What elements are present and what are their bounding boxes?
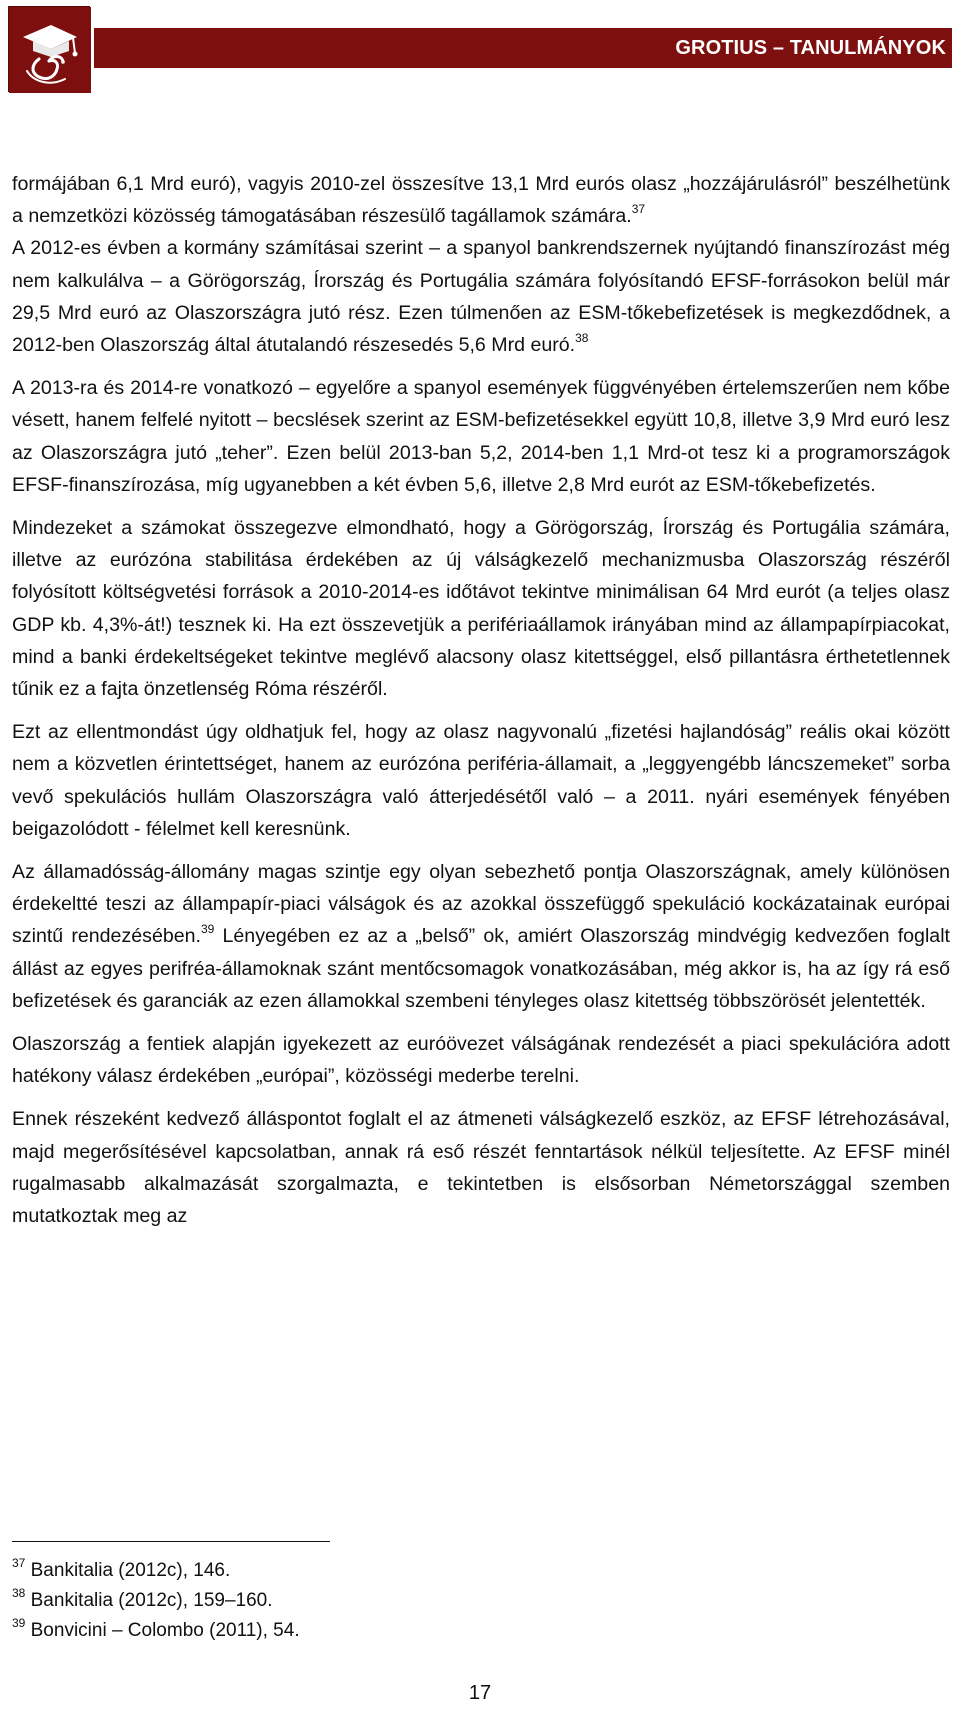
- footnote-text: Bankitalia (2012c), 159–160.: [25, 1590, 273, 1611]
- paragraph-text: Olaszország a fentiek alapján igyekezett az euróövezet válságának rendezését a piaci spekulációra adott hatékony válasz érdekében „európai”, közösségi mederbe terelni.: [12, 1033, 950, 1088]
- graduation-cap-swan-logo-icon: [9, 7, 91, 93]
- paragraph-text: Ennek részeként kedvező álláspontot foglalt el az átmeneti válságkezelő eszköz, az EFSF létrehozásával, majd megerősítésével kapcsolatban, annak rá eső részét fenntartások nélkül teljesítette. Az EFSF minél rugalmasabb alkalmazását szorgalmazta, e tekintetben is elsősorban Németországgal szemben mutatkoztak meg az: [12, 1108, 950, 1228]
- paragraph: [12, 232, 950, 361]
- footnote-divider: [12, 1541, 330, 1542]
- paragraph-text: formájában 6,1 Mrd euró), vagyis 2010-zel összesítve 13,1 Mrd eurós olasz „hozzájárulásról” beszélhetünk a nemzetközi közösség támogatásában részesülő tagállamok számára.: [12, 173, 950, 228]
- footnote-text: Bonvicini – Colombo (2011), 54.: [25, 1620, 300, 1641]
- footnotes: [12, 1556, 912, 1646]
- paragraph-text: Lényegében ez az a „belső” ok, amiért Olaszország mindvégig kedvezően foglalt állást az egyes perifréa-államoknak szánt mentőcsomagok vonatkozásában, még akkor is, ha az így rá eső befizetések és garanciák az ezen államokkal szembeni tényleges olasz kitettség többszörösét jelentették.: [12, 925, 950, 1012]
- paragraph: [12, 856, 950, 1017]
- footnote-ref: 38: [575, 331, 589, 346]
- body-text: [12, 168, 950, 1243]
- footnote-number: 39: [12, 1616, 26, 1630]
- footnote-number: 38: [12, 1586, 26, 1600]
- paragraph: [12, 512, 950, 705]
- footnote-number: 37: [12, 1556, 26, 1570]
- paragraph: [12, 168, 950, 232]
- page-number: 17: [468, 1682, 492, 1704]
- footnote: [12, 1586, 912, 1616]
- paragraph-text: A 2012-es évben a kormány számításai szerint – a spanyol bankrendszernek nyújtandó finanszírozást még nem kalkulálva – a Görögország, Írország és Portugália számára folyósítandó EFSF-forrásokon belül már 29,5 Mrd euró az Olaszországra jutó rész. Ezen túlmenően az ESM-tőkebefizetések is megkezdődnek, a 2012-ben Olaszország által átutalandó részesedés 5,6 Mrd euró.: [12, 237, 950, 357]
- paragraph: [12, 716, 950, 845]
- footnote-ref: 39: [200, 922, 215, 937]
- header-bar: [94, 28, 952, 68]
- paragraph-text: Az államadósság-állomány magas szintje egy olyan sebezhető pontja Olaszországnak, amely különösen érdekeltté teszi az állampapír-piaci válságok és az azokkal összefüggő spekuláció kockázatainak európai szintű rendezésében.: [12, 861, 950, 948]
- paragraph: [12, 372, 950, 501]
- footnote-ref: 37: [631, 202, 646, 217]
- paragraph-text: Ezt az ellentmondást úgy oldhatjuk fel, hogy az olasz nagyvonalú „fizetési hajlandóság” reális okai között nem a közvetlen érintettséget, hanem az eurózóna periféria-államait, a „leggyengébb láncszemeket” sorba vevő spekulációs hullám Olaszországra való átterjedésétől való – a 2011. nyári események fényében beigazolódott - félelmet kell keresnünk.: [12, 721, 950, 840]
- paragraph-text: A 2013-ra és 2014-re vonatkozó – egyelőre a spanyol események függvényében értelemszerűen nem kőbe vésett, hanem felfelé nyitott – becslések szerint az ESM-befizetésekkel együtt 10,8, illetve 3,9 Mrd euró lesz az Olaszországra jutó „teher”. Ezen belül 2013-ban 5,2, 2014-ben 1,1 Mrd-ot tesz ki a programországok EFSF-finanszírozása, míg ugyanebben a két évben 5,6, illetve 2,8 Mrd eurót az ESM-tőkebefizetés.: [12, 377, 950, 496]
- header-title: GROTIUS – TANULMÁNYOK: [675, 37, 946, 59]
- page-header: [8, 6, 952, 92]
- footnote-text: Bankitalia (2012c), 146.: [25, 1560, 231, 1581]
- grotius-logo: [8, 6, 90, 92]
- footnote: [12, 1556, 912, 1586]
- paragraph: [12, 1028, 950, 1092]
- footnote: [12, 1616, 912, 1646]
- paragraph-text: Mindezeket a számokat összegezve elmondható, hogy a Görögország, Írország és Portugália számára, illetve az eurózóna stabilitása érdekében az új válságkezelő mechanizmusba Olaszország részéről folyósított költségvetési források a 2010-2014-es időtávot tekintve minimálisan 64 Mrd eurót (a teljes olasz GDP kb. 4,3%-át!) tesznek ki. Ha ezt összevetjük a perifériaállamok irányában mind az állampapírpiacokat, mind a banki érdekeltségeket tekintve meglévő alacsony olasz kitettséggel, első pillantásra érthetetlennek tűnik ez a fajta önzetlenség Róma részéről.: [12, 517, 950, 701]
- paragraph: [12, 1103, 950, 1232]
